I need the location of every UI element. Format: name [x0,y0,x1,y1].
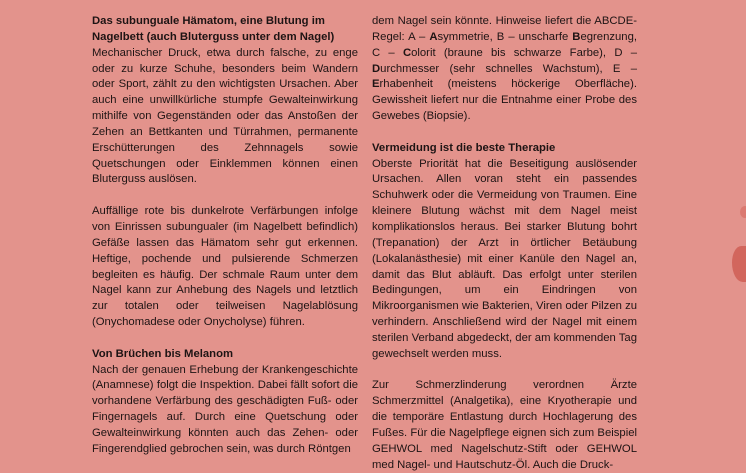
abcde-text-a: symmetrie, B – unscharfe [437,30,573,43]
paragraph-therapy: Oberste Priorität hat die Beseitigung auslösender Ursachen. Allen voran steht ein passendes Schuhwerk oder die Vermeidung von Traumen. Eine kleinere Blutung wächst mit dem Nagel meist komplikationslos heraus. Bei starker Blutung bohrt (Trepanation) der Arzt in örtlicher Betäubung (Lokalanästhesie) mit einer Kanüle den Nagel an, damit das Blut abläuft. Das erfolgt unter sterilen Bedingungen, um ein Eindringen von Mikroorganismen wie Bakterien, Viren oder Pilzen zu verhindern. Anschließend wird der Nagel mit einem sterilen Verband abgedeckt, der am kommenden Tag gewechselt werden muss. [372,157,637,360]
paragraph-pain-relief: Zur Schmerzlinderung verordnen Ärzte Schmerzmittel (Analgetika), eine Kryotherapie und die temporäre Entlastung durch Hochlagerung des Fußes. Für die Nagelpflege eignen sich zum Beispiel GEHWOL med Nagelschutz-Stift oder GEHWOL med Nagel- und Hautschutz-Öl. Auch die Druck- [372,379,637,471]
abcde-letter-c: C [402,46,412,59]
paragraph-diagnosis: Nach der genauen Erhebung der Krankengeschichte (Anamnese) folgt die Inspektion. Dabei fällt sofort die vorhandene Verfärbung des geschädigten Fuß- oder Fingernagels auf. Durch eine Quetschung oder Gewalteinwirkung könnten auch das Zehen- oder Fingerendglied gebrochen sein, was durch Röntgen [92,363,358,455]
paragraph-causes: Mechanischer Druck, etwa durch falsche, zu enge oder zu kurze Schuhe, besonders beim Wandern oder Sport, zählt zu den wichtigsten Ursachen. Aber auch eine unwillkürliche stumpfe Gewalteinwirkung mithilfe von Gegenständen oder das Anstoßen der Zehen an Bettkanten und Türrahmen, permanente Erschütterungen des Zehnnagels sowie Quetschungen oder Einklemmen können einen Bluterguss auslösen. [92,46,358,186]
abcde-letter-b: B [572,30,581,43]
abcde-letter-e: E [372,78,380,91]
abcde-letter-a: A [429,30,438,43]
abcde-intro: dem Nagel sein könnte. Hinweise liefert die ABCDE-Regel: A – [372,15,637,43]
abcde-text-c: olorit (braune bis schwarze Farbe), D – [411,46,638,59]
decorative-blot [732,246,746,282]
section-heading-fractures-melanoma: Von Brüchen bis Melanom [92,347,234,360]
article-column-right [372,14,637,473]
abcde-text-b: egrenzung, C – [372,30,637,59]
abcde-rest-a [429,31,572,43]
paragraph-abcde-rule [372,14,637,125]
section-heading-hematoma: Das subunguale Hämatom, eine Blutung im Nagelbett (auch Bluterguss unter dem Nagel) [92,15,335,43]
decorative-blot-small [740,206,746,218]
abcde-text-e: rhabenheit (meistens höckerige Oberfläche). Gewissheit liefert nur die Entnahme einer Probe des Gewebes (Biopsie). [372,78,637,123]
abcde-letter-d: D [372,62,381,75]
paragraph-symptoms: Auffällige rote bis dunkelrote Verfärbungen infolge von Einrissen subungualer (im Nagelbett befindlich) Gefäße lassen das Hämatom sehr gut erkennen. Heftige, pochende und pulsierende Schmerzen begleiten es häufig. Der schmale Raum unter dem Nagel kann zur Anhebung des Nagels und letztlich zur totalen oder teilweisen Nagelablösung (Onychomadese oder Onycholyse) führen. [92,205,358,329]
article-column-left [92,14,358,458]
abcde-text-d: urchmesser (sehr schnelles Wachstum), E – [380,62,637,75]
section-heading-prevention: Vermeidung ist die beste Therapie [372,141,556,154]
